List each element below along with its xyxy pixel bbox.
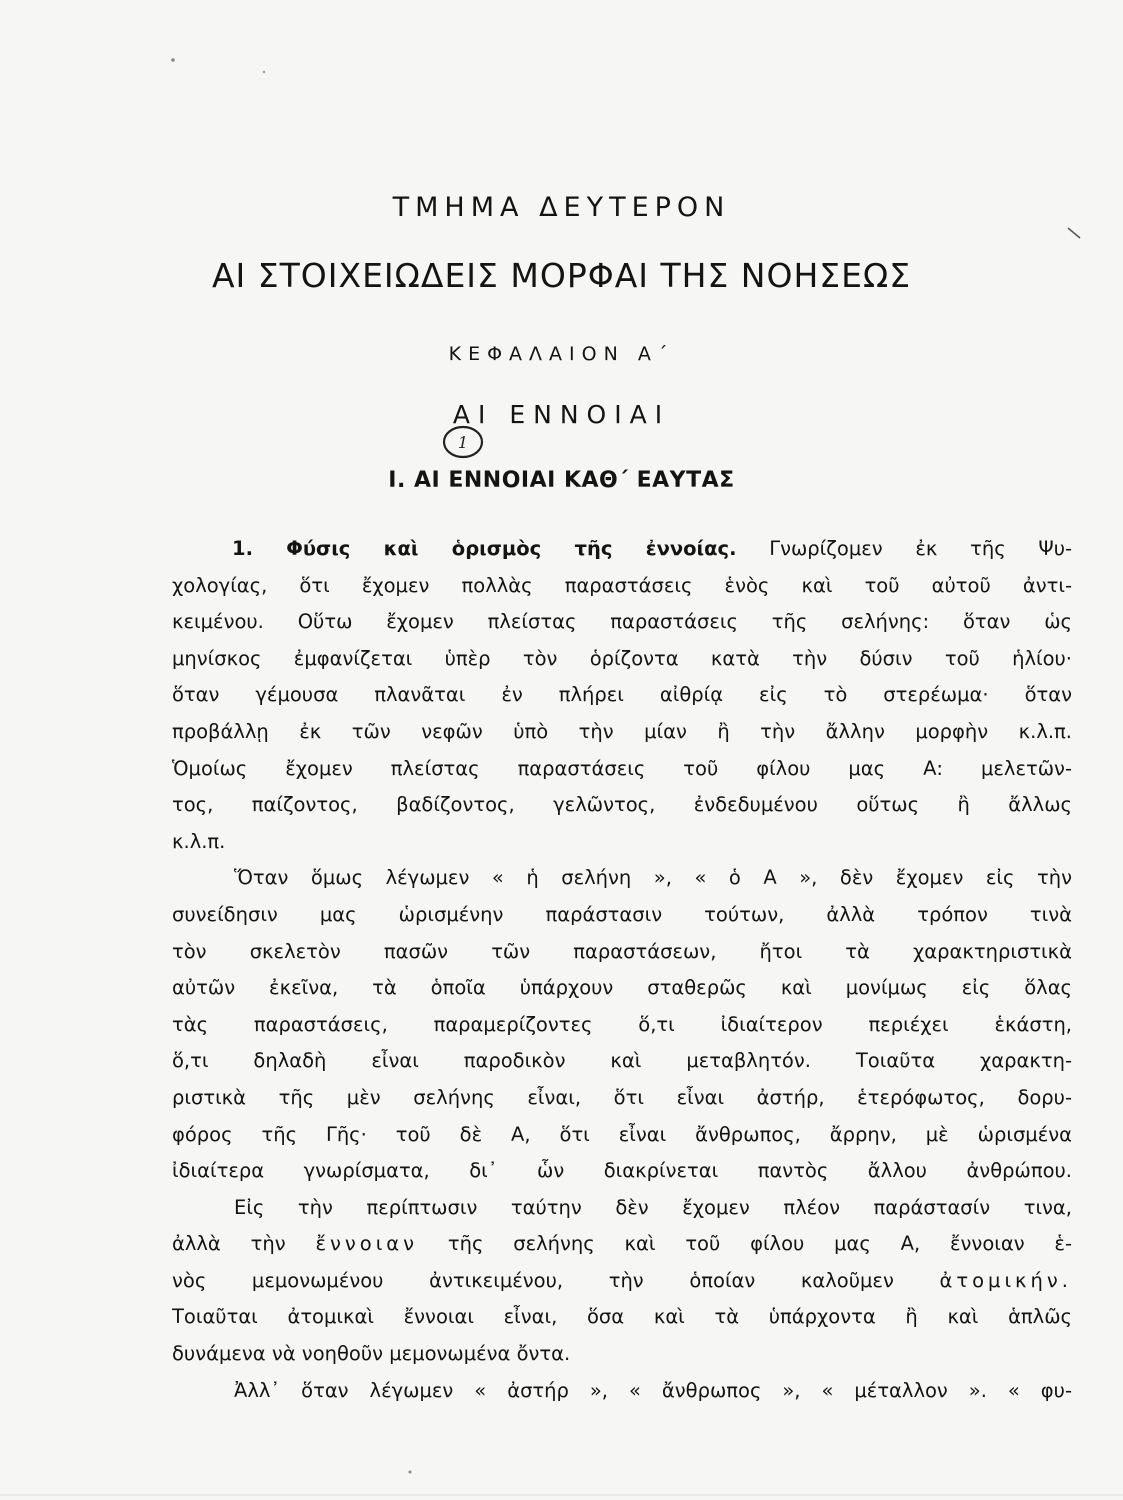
text-line: Ὅταν ὅμως λέγωμεν « ἡ σελήνη », « ὁ Α », δὲν ἔχομεν εἰς τὴν bbox=[234, 866, 1072, 890]
text-line bbox=[172, 531, 1072, 568]
text-span: τῆς σελήνης καὶ τοῦ φίλου μας Α, ἔννοιαν ἑ- bbox=[447, 1232, 1072, 1256]
text-line: ριστικὰ τῆς μὲν σελήνης εἶναι, ὅτι εἶναι ἀστήρ, ἑτερόφωτος, δορυ- bbox=[172, 1085, 1072, 1109]
text-line: τος, παίζοντος, βαδίζοντος, γελῶντος, ἐνδεδυμένου οὕτως ἢ ἄλλως bbox=[172, 793, 1072, 817]
text-line: Ὁμοίως ἔχομεν πλείστας παραστάσεις τοῦ φίλου μας Α: μελετῶν- bbox=[172, 756, 1072, 780]
text-span: ἀλλὰ τὴν bbox=[172, 1232, 286, 1256]
text-line: Εἰς τὴν περίπτωσιν ταύτην δὲν ἔχομεν πλέον παράστασίν τινα, bbox=[234, 1195, 1072, 1219]
text-span: νὸς μεμονωμένου ἀντικειμένου, τὴν ὁποίαν καλοῦμεν bbox=[172, 1268, 894, 1292]
text-line: συνείδησιν μας ὡρισμένην παράστασιν τούτων, ἀλλὰ τρόπον τινὰ bbox=[172, 902, 1072, 926]
emphasized-term: ἀτομικήν. bbox=[939, 1268, 1072, 1292]
text-line: χολογίας, ὅτι ἔχομεν πολλὰς παραστάσεις ἑνὸς καὶ τοῦ αὐτοῦ ἀντι- bbox=[172, 573, 1072, 597]
body-text bbox=[172, 531, 1072, 1409]
text-line: κειμένου. Οὕτω ἔχομεν πλείστας παραστάσεις τῆς σελήνης: ὅταν ὡς bbox=[172, 610, 1072, 634]
text-line bbox=[172, 1263, 1072, 1300]
text-span: Γνωρίζομεν ἐκ τῆς Ψυ- bbox=[769, 537, 1072, 560]
text-line: μηνίσκος ἐμφανίζεται ὑπὲρ τὸν ὁρίζοντα κατὰ τὴν δύσιν τοῦ ἡλίου· bbox=[172, 646, 1072, 670]
text-line: φόρος τῆς Γῆς· τοῦ δὲ Α, ὅτι εἶναι ἄνθρωπος, ἄρρην, μὲ ὡρισμένα bbox=[172, 1122, 1072, 1146]
chapter-title: ΑΙ ΕΝΝΟΙΑΙ bbox=[452, 400, 671, 429]
text-line: προβάλλῃ ἐκ τῶν νεφῶν ὑπὸ τὴν μίαν ἢ τὴν ἄλλην μορφὴν κ.λ.π. bbox=[172, 719, 1072, 743]
text-line bbox=[172, 1226, 1072, 1263]
section-label: ΤΜΗΜΑ ΔΕΥΤΕΡΟΝ bbox=[392, 192, 731, 223]
text-line: Ἀλλ᾽ ὅταν λέγωμεν « ἀστήρ », « ἄνθρωπος », « μέταλλον ». « φυ- bbox=[234, 1378, 1072, 1402]
text-line: αὐτῶν ἐκεῖνα, τὰ ὁποῖα ὑπάρχουν σταθερῶς καὶ μονίμως εἰς ὅλας bbox=[172, 976, 1072, 1000]
text-line: ἰδιαίτερα γνωρίσματα, δι᾽ ὧν διακρίνεται παντὸς ἄλλου ἀνθρώπου. bbox=[172, 1159, 1072, 1183]
text-line: τὸν σκελετὸν πασῶν τῶν παραστάσεων, ἤτοι τὰ χαρακτηριστικὰ bbox=[172, 939, 1072, 963]
handwritten-circled-number bbox=[441, 423, 485, 461]
text-line: τὰς παραστάσεις, παραμερίζοντες ὅ,τι ἰδιαίτερον περιέχει ἑκάστη, bbox=[172, 1012, 1072, 1036]
text-line: Τοιαῦται ἀτομικαὶ ἔννοιαι εἶναι, ὅσα καὶ τὰ ὑπάρχοντα ἢ καὶ ἁπλῶς bbox=[172, 1305, 1072, 1329]
section-heading: Ι. ΑΙ ΕΝΝΟΙΑΙ ΚΑΘ΄ ΕΑΥΤΑΣ bbox=[388, 468, 735, 493]
text-line: δυνάμενα νὰ νοηθοῦν μεμονωμένα ὄντα. bbox=[172, 1342, 571, 1366]
text-line: ὅταν γέμουσα πλανᾶται ἐν πλήρει αἰθρίᾳ εἰς τὸ στερέωμα· ὅταν bbox=[172, 683, 1072, 707]
handwritten-mark-text: 1 bbox=[457, 433, 469, 452]
chapter-label: ΚΕΦΑΛΑΙΟΝ Α΄ bbox=[448, 343, 675, 365]
text-line: ὅ,τι δηλαδὴ εἶναι παροδικὸν καὶ μεταβλητόν. Τοιαῦτα χαρακτη- bbox=[172, 1049, 1072, 1073]
emphasized-term: ἔννοιαν bbox=[315, 1232, 419, 1256]
text-line: κ.λ.π. bbox=[172, 829, 226, 853]
part-title: ΑΙ ΣΤΟΙΧΕΙΩΔΕΙΣ ΜΟΡΦΑΙ ΤΗΣ ΝΟΗΣΕΩΣ bbox=[211, 256, 912, 295]
paragraph-lead: 1. Φύσις καὶ ὁρισμὸς τῆς ἐννοίας. bbox=[232, 537, 737, 560]
